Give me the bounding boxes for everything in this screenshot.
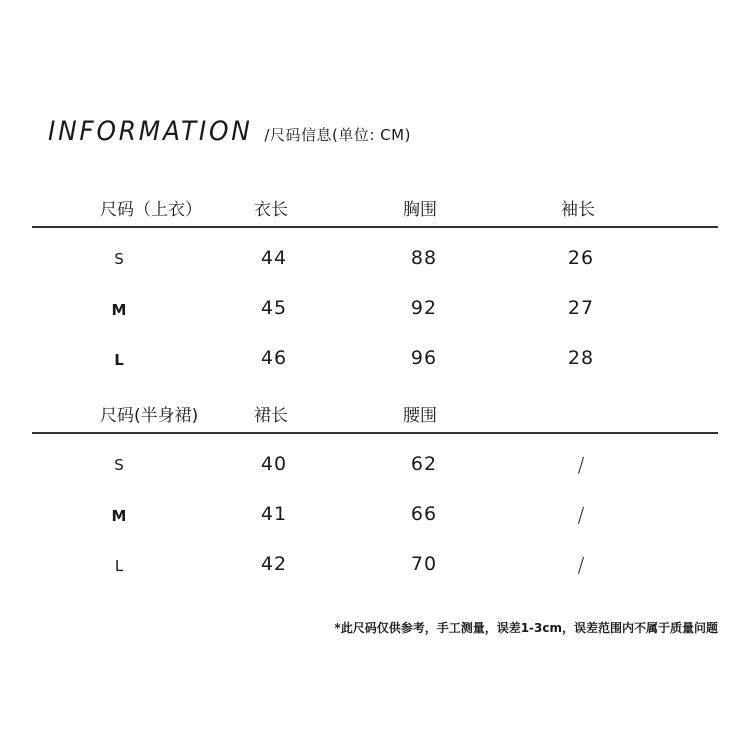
tops-header-divider [32,226,718,228]
length-value: 41 [260,503,288,525]
tops-header-chest: 胸围 [403,200,437,220]
length-value: 45 [260,297,288,319]
tops-header-size: 尺码（上衣） [100,200,202,220]
sleeve-value: 27 [567,297,595,319]
size-label: S [114,456,124,474]
size-label: M [111,507,127,525]
title-main: INFORMATION [48,116,253,147]
size-label: L [114,351,124,369]
waist-value: 62 [410,453,438,475]
waist-value: 66 [410,503,438,525]
length-value: 44 [260,247,288,269]
tops-header-length: 衣长 [254,200,288,220]
title-sub: /尺码信息(单位: CM) [264,126,411,144]
empty-value: / [577,503,585,527]
measurement-note: *此尺码仅供参考，手工测量，误差1-3cm，误差范围内不属于质量问题 [334,621,718,635]
chest-value: 88 [410,247,438,269]
skirts-header-divider [32,432,718,434]
waist-value: 70 [410,553,438,575]
sleeve-value: 28 [567,347,595,369]
empty-value: / [577,453,585,477]
length-value: 46 [260,347,288,369]
sleeve-value: 26 [567,247,595,269]
size-label: L [114,557,124,575]
chest-value: 92 [410,297,438,319]
size-label: M [111,301,127,319]
size-label: S [114,250,124,268]
page-title [48,116,411,156]
empty-value: / [577,553,585,577]
tops-header-sleeve: 袖长 [561,200,595,220]
length-value: 42 [260,553,288,575]
length-value: 40 [260,453,288,475]
skirts-header-length: 裙长 [254,406,288,426]
skirts-header-size: 尺码(半身裙) [100,406,199,426]
chest-value: 96 [410,347,438,369]
skirts-header-waist: 腰围 [403,406,437,426]
